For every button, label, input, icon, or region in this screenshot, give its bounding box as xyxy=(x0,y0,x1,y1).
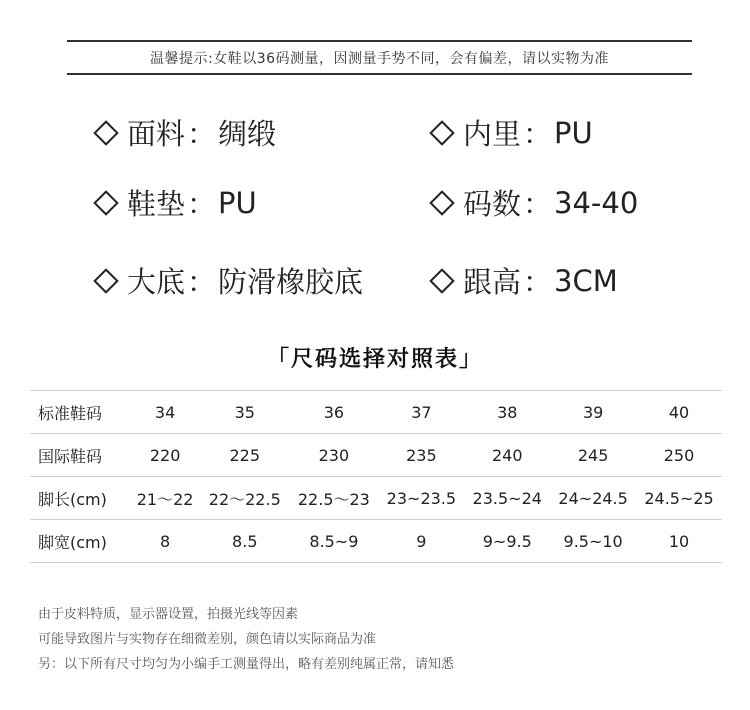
spec-colon: ： xyxy=(187,265,217,299)
spec-material xyxy=(92,112,276,153)
spec-colon: ： xyxy=(187,117,217,151)
table-cell: 9~9.5 xyxy=(464,520,550,563)
table-cell: 35 xyxy=(200,391,289,434)
spec-label: 大底 xyxy=(127,265,186,299)
spec-size-range xyxy=(428,182,638,223)
size-chart-title: 「尺码选择对照表」 xyxy=(266,347,483,372)
table-cell: 9.5~10 xyxy=(550,520,636,563)
row-header: 国际鞋码 xyxy=(30,434,130,477)
diamond-icon xyxy=(93,190,118,215)
table-cell: 24~24.5 xyxy=(550,477,636,520)
diamond-icon xyxy=(93,120,118,145)
table-cell: 22～22.5 xyxy=(200,477,289,520)
table-cell: 40 xyxy=(636,391,722,434)
spec-colon: ： xyxy=(187,187,217,221)
row-header: 标准鞋码 xyxy=(30,391,130,434)
spec-outsole xyxy=(92,260,363,301)
spec-label: 面料 xyxy=(127,117,186,151)
spec-label: 跟高 xyxy=(463,265,522,299)
table-cell: 34 xyxy=(130,391,200,434)
spec-colon: ： xyxy=(523,187,553,221)
note-line: 另：以下所有尺寸均匀为小编手工测量得出，略有差别纯属正常，请知悉 xyxy=(38,657,455,672)
table-cell: 37 xyxy=(378,391,464,434)
table-cell: 9 xyxy=(378,520,464,563)
table-cell: 21～22 xyxy=(130,477,200,520)
diamond-icon xyxy=(429,190,454,215)
table-cell: 235 xyxy=(378,434,464,477)
notice-banner xyxy=(67,40,692,75)
table-cell: 240 xyxy=(464,434,550,477)
table-cell: 22.5～23 xyxy=(289,477,378,520)
diamond-icon xyxy=(429,268,454,293)
spec-lining xyxy=(428,112,593,153)
table-row xyxy=(30,520,722,563)
spec-label: 鞋垫 xyxy=(127,187,186,221)
table-row xyxy=(30,391,722,434)
diamond-icon xyxy=(93,268,118,293)
disclaimer-notes xyxy=(38,602,454,677)
row-header: 脚长(cm) xyxy=(30,477,130,520)
spec-value: 34-40 xyxy=(554,185,639,220)
table-cell: 39 xyxy=(550,391,636,434)
table-cell: 225 xyxy=(200,434,289,477)
table-cell: 10 xyxy=(636,520,722,563)
table-cell: 38 xyxy=(464,391,550,434)
table-cell: 8.5 xyxy=(200,520,289,563)
spec-value: PU xyxy=(554,115,593,150)
spec-value: 绸缎 xyxy=(218,117,277,151)
spec-label: 内里 xyxy=(463,117,522,151)
table-cell: 8.5~9 xyxy=(289,520,378,563)
table-cell: 23~23.5 xyxy=(378,477,464,520)
table-cell: 250 xyxy=(636,434,722,477)
spec-value: 3CM xyxy=(554,263,618,298)
diamond-icon xyxy=(429,120,454,145)
notice-text: 温馨提示:女鞋以36码测量，因测量手势不同，会有偏差，请以实物为准 xyxy=(149,50,610,67)
spec-colon: ： xyxy=(523,265,553,299)
spec-value: 防滑橡胶底 xyxy=(218,265,364,299)
spec-heel-height xyxy=(428,260,618,301)
table-cell: 36 xyxy=(289,391,378,434)
table-cell: 230 xyxy=(289,434,378,477)
table-cell: 245 xyxy=(550,434,636,477)
note-line: 由于皮料特质，显示器设置，拍摄光线等因素 xyxy=(38,607,299,622)
table-cell: 24.5~25 xyxy=(636,477,722,520)
row-header: 脚宽(cm) xyxy=(30,520,130,563)
spec-label: 码数 xyxy=(463,187,522,221)
spec-value: PU xyxy=(218,185,257,220)
table-cell: 220 xyxy=(130,434,200,477)
table-row xyxy=(30,477,722,520)
table-cell: 23.5~24 xyxy=(464,477,550,520)
spec-insole xyxy=(92,182,257,223)
spec-colon: ： xyxy=(523,117,553,151)
note-line: 可能导致图片与实物存在细微差别，颜色请以实际商品为准 xyxy=(38,632,377,647)
table-row xyxy=(30,434,722,477)
size-chart-table xyxy=(30,390,722,563)
table-cell: 8 xyxy=(130,520,200,563)
